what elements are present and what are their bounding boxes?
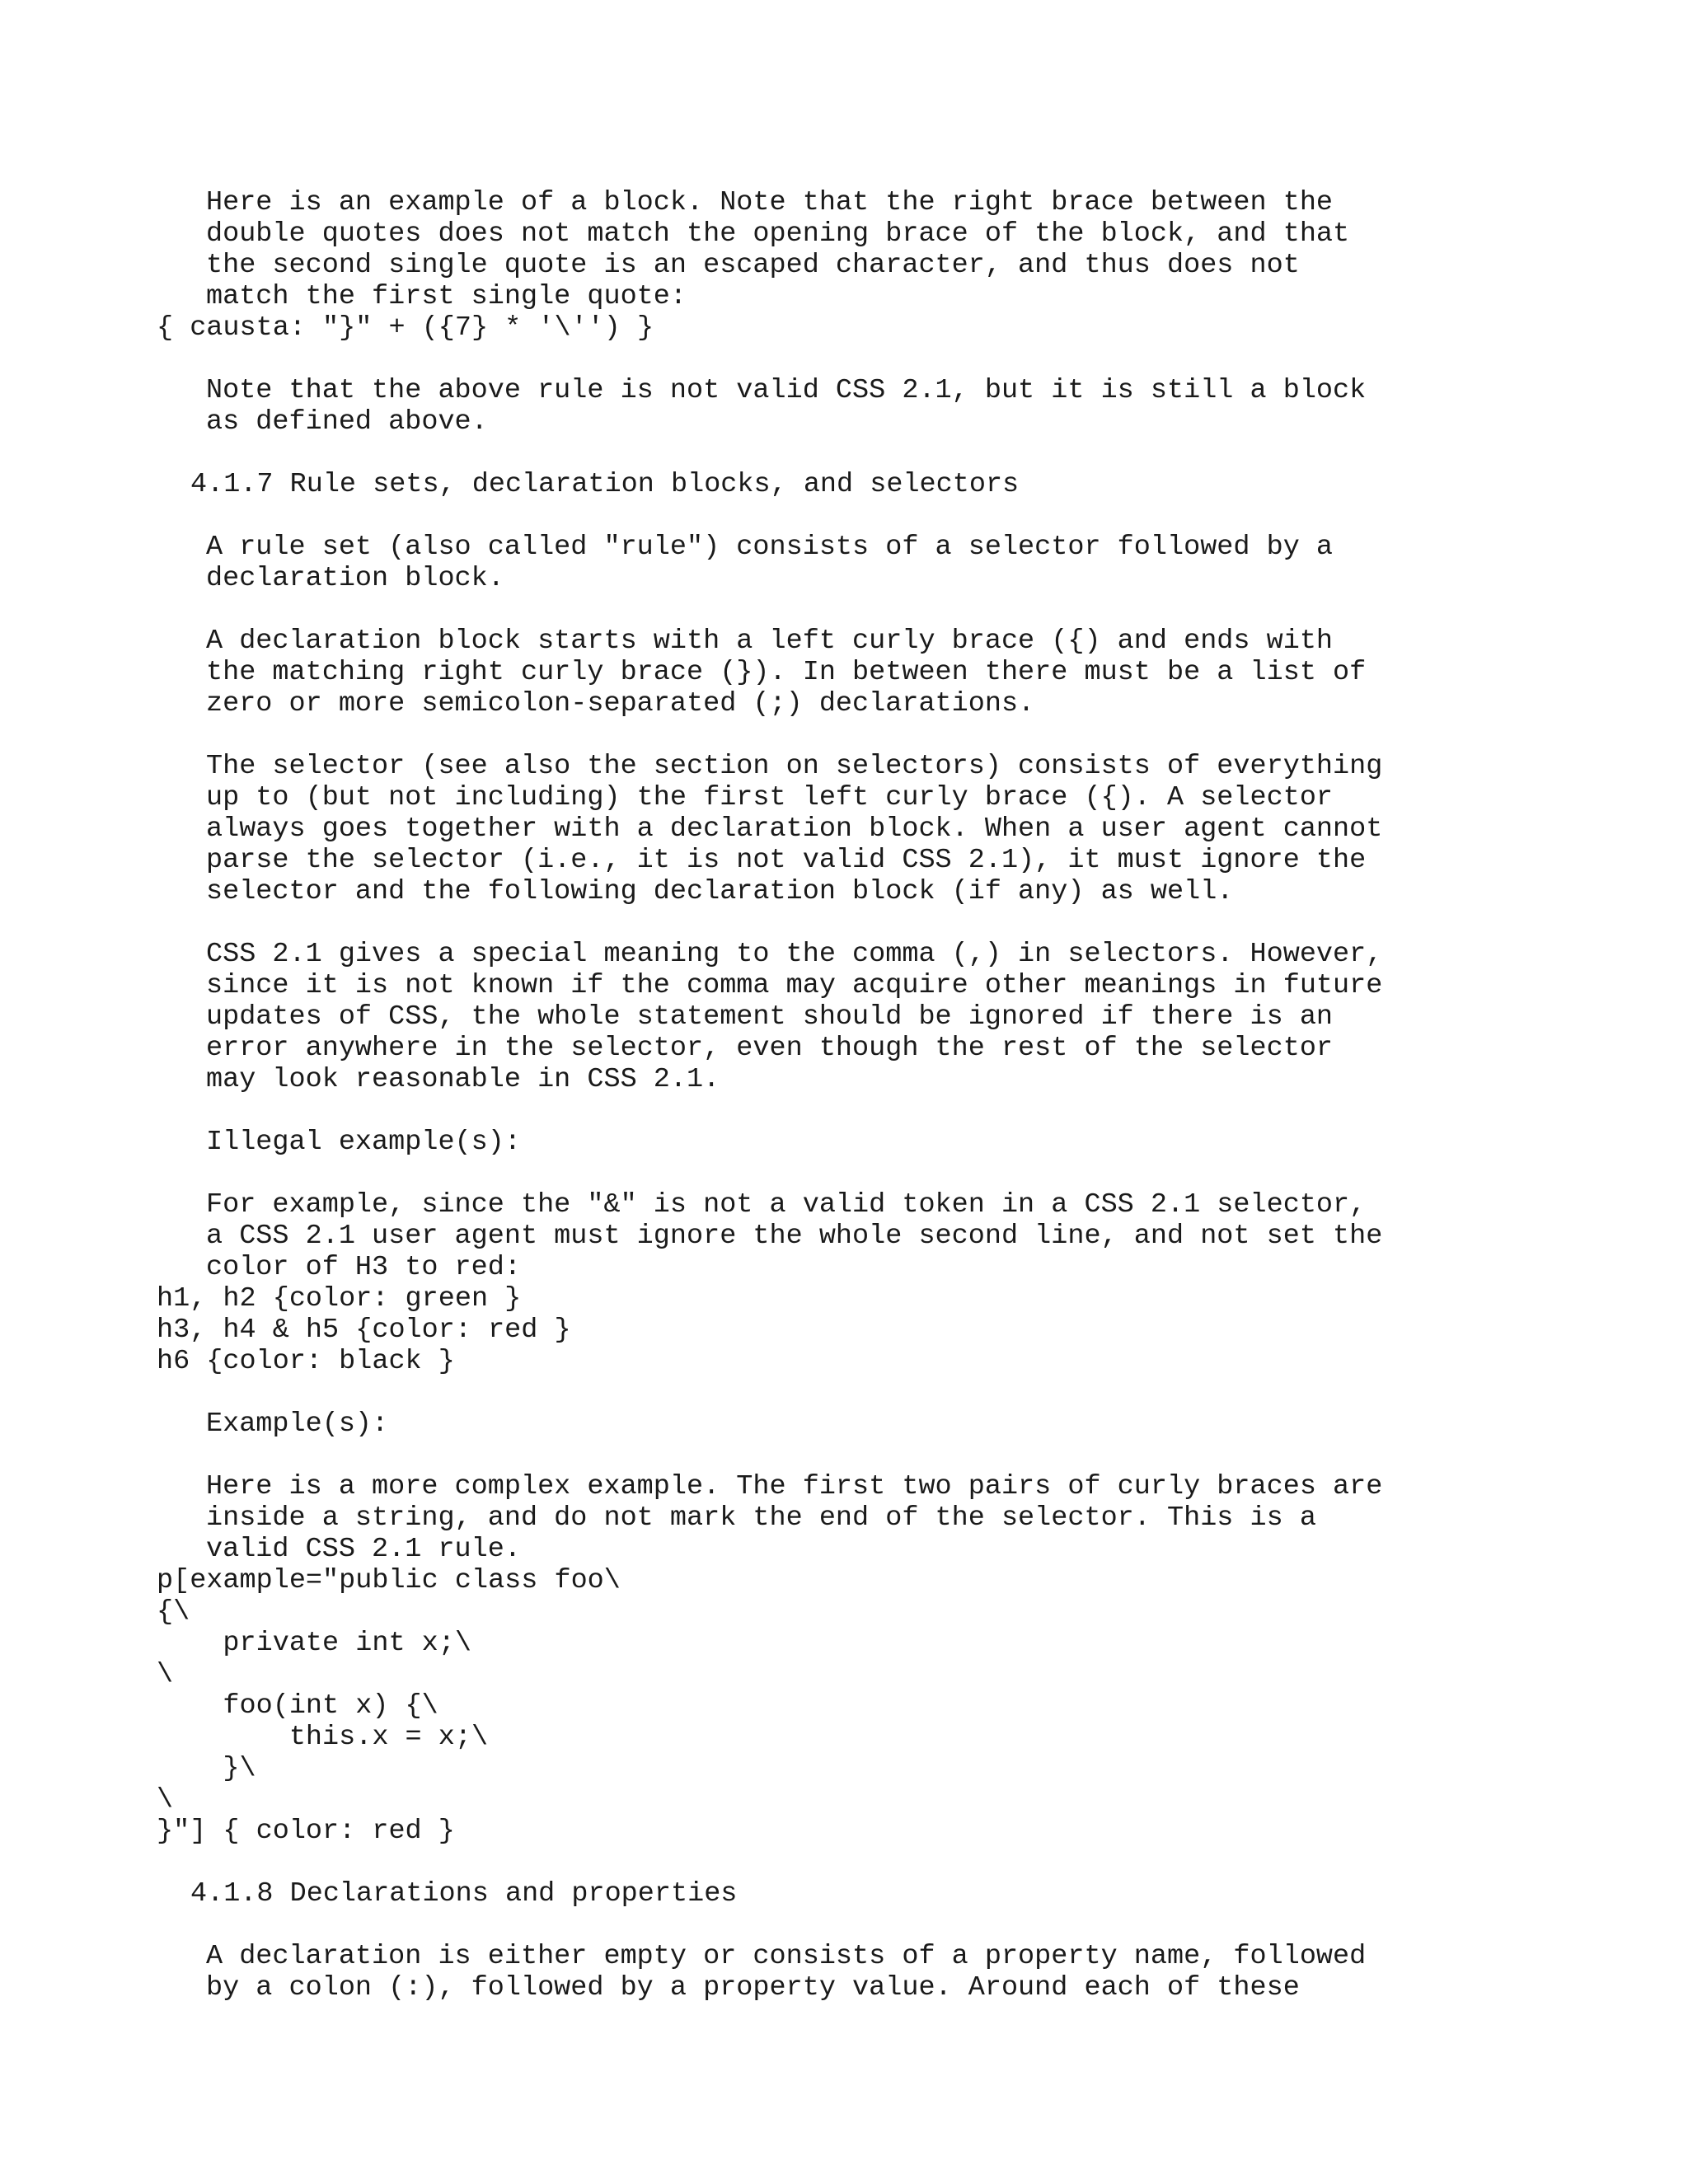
code-line: \ bbox=[157, 1784, 174, 1816]
text-line: since it is not known if the comma may acquire other meanings in future bbox=[206, 970, 1383, 1001]
text-line: For example, since the "&" is not a valid token in a CSS 2.1 selector, bbox=[206, 1189, 1367, 1221]
code-line: this.x = x;\ bbox=[157, 1722, 489, 1753]
text-line: inside a string, and do not mark the end of the selector. This is a bbox=[206, 1502, 1316, 1534]
paragraph-spacer bbox=[157, 1440, 1382, 1471]
text-line: Here is a more complex example. The first two pairs of curly braces are bbox=[206, 1471, 1383, 1502]
text-line: parse the selector (i.e., it is not valid CSS 2.1), it must ignore the bbox=[206, 845, 1367, 876]
paragraph bbox=[157, 1941, 1382, 2004]
paragraph bbox=[157, 1189, 1382, 1283]
text-line: A declaration block starts with a left curly brace ({) and ends with bbox=[206, 626, 1334, 657]
text-line: declaration block. bbox=[206, 563, 504, 594]
text-line: error anywhere in the selector, even though the rest of the selector bbox=[206, 1033, 1334, 1064]
code-line: \ bbox=[157, 1659, 174, 1690]
code-line: private int x;\ bbox=[157, 1628, 471, 1659]
code-block bbox=[157, 1565, 1382, 1847]
code-block bbox=[157, 312, 1382, 344]
paragraph bbox=[157, 626, 1382, 719]
code-line: { causta: "}" + ({7} * '\'') } bbox=[157, 312, 654, 344]
paragraph-spacer bbox=[157, 438, 1382, 469]
code-line: {\ bbox=[157, 1596, 190, 1628]
text-line: match the first single quote: bbox=[206, 281, 687, 312]
text-line: updates of CSS, the whole statement should be ignored if there is an bbox=[206, 1001, 1334, 1033]
document-body bbox=[157, 187, 1382, 2004]
code-line: }\ bbox=[157, 1753, 256, 1784]
section-heading bbox=[157, 1878, 1382, 1910]
code-line: h6 {color: black } bbox=[157, 1346, 455, 1377]
text-line: the second single quote is an escaped character, and thus does not bbox=[206, 250, 1300, 281]
paragraph-spacer bbox=[157, 1095, 1382, 1127]
section-heading bbox=[157, 469, 1382, 500]
text-line: CSS 2.1 gives a special meaning to the comma (,) in selectors. However, bbox=[206, 939, 1383, 970]
text-line: Note that the above rule is not valid CSS 2.1, but it is still a block bbox=[206, 375, 1367, 406]
paragraph-spacer bbox=[157, 1377, 1382, 1408]
text-line: Example(s): bbox=[206, 1408, 389, 1440]
text-line: a CSS 2.1 user agent must ignore the whole second line, and not set the bbox=[206, 1221, 1383, 1252]
text-line: A rule set (also called "rule") consists of a selector followed by a bbox=[206, 532, 1334, 563]
text-line: color of H3 to red: bbox=[206, 1252, 521, 1283]
text-line: up to (but not including) the first left curly brace ({). A selector bbox=[206, 782, 1334, 813]
text-line: by a colon (:), followed by a property value. Around each of these bbox=[206, 1972, 1300, 2004]
paragraph bbox=[157, 751, 1382, 907]
code-line: foo(int x) {\ bbox=[157, 1690, 438, 1722]
paragraph bbox=[157, 1408, 1382, 1440]
text-line: Illegal example(s): bbox=[206, 1127, 521, 1158]
paragraph bbox=[157, 532, 1382, 594]
text-line: the matching right curly brace (}). In between there must be a list of bbox=[206, 657, 1367, 688]
code-line: }"] { color: red } bbox=[157, 1816, 455, 1847]
paragraph bbox=[157, 1471, 1382, 1565]
code-line: h1, h2 {color: green } bbox=[157, 1283, 522, 1315]
paragraph-spacer bbox=[157, 594, 1382, 626]
paragraph-spacer bbox=[157, 344, 1382, 375]
paragraph-spacer bbox=[157, 719, 1382, 751]
paragraph-spacer bbox=[157, 1847, 1382, 1878]
code-block bbox=[157, 1283, 1382, 1377]
paragraph bbox=[157, 187, 1382, 312]
paragraph-spacer bbox=[157, 1158, 1382, 1189]
text-line: zero or more semicolon-separated (;) declarations. bbox=[206, 688, 1035, 719]
text-line: Here is an example of a block. Note that the right brace between the bbox=[206, 187, 1334, 218]
text-line: valid CSS 2.1 rule. bbox=[206, 1534, 521, 1565]
text-line: 4.1.8 Declarations and properties bbox=[190, 1878, 738, 1910]
paragraph bbox=[157, 375, 1382, 438]
code-line: h3, h4 & h5 {color: red } bbox=[157, 1315, 571, 1346]
paragraph bbox=[157, 1127, 1382, 1158]
text-line: A declaration is either empty or consists of a property name, followed bbox=[206, 1941, 1367, 1972]
paragraph-spacer bbox=[157, 907, 1382, 939]
text-line: always goes together with a declaration block. When a user agent cannot bbox=[206, 813, 1383, 845]
text-line: as defined above. bbox=[206, 406, 488, 438]
code-line: p[example="public class foo\ bbox=[157, 1565, 621, 1596]
text-line: 4.1.7 Rule sets, declaration blocks, and selectors bbox=[190, 469, 1020, 500]
text-line: double quotes does not match the opening brace of the block, and that bbox=[206, 218, 1350, 250]
text-line: selector and the following declaration block (if any) as well. bbox=[206, 876, 1234, 907]
text-line: may look reasonable in CSS 2.1. bbox=[206, 1064, 720, 1095]
paragraph bbox=[157, 939, 1382, 1095]
paragraph-spacer bbox=[157, 1910, 1382, 1941]
paragraph-spacer bbox=[157, 500, 1382, 532]
text-line: The selector (see also the section on selectors) consists of everything bbox=[206, 751, 1383, 782]
